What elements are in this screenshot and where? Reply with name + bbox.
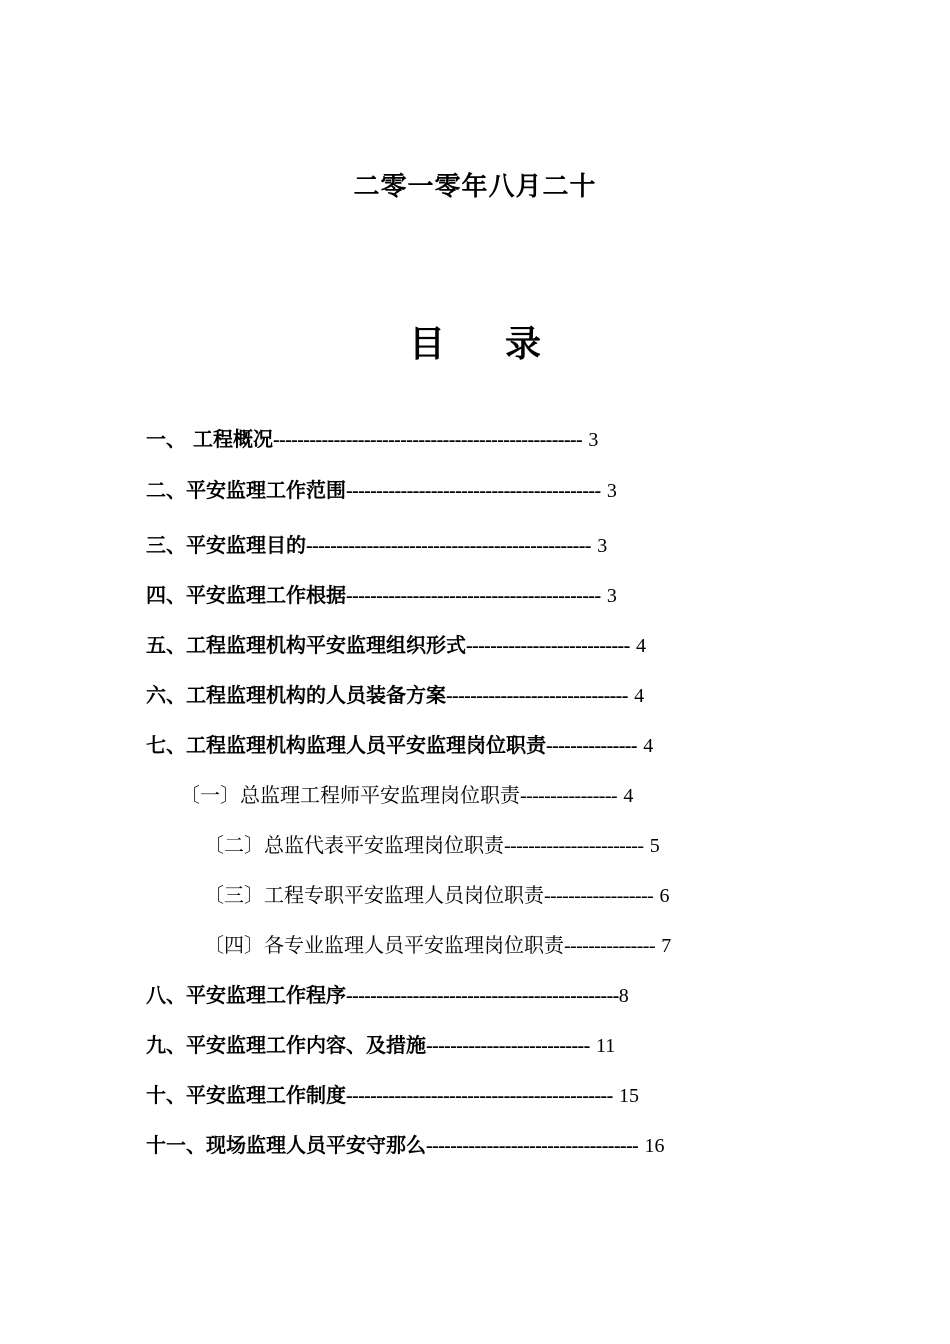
toc-entry-page: 3 — [606, 480, 617, 502]
toc-subentry[interactable] — [180, 783, 633, 808]
toc-entry[interactable] — [146, 983, 629, 1008]
toc-entry-label: 一、 工程概况 — [146, 427, 273, 451]
toc-entry-page: 3 — [588, 429, 599, 451]
toc-entry-page: 4 — [635, 635, 646, 657]
toc-entry-page: 6 — [659, 885, 670, 907]
toc-entry[interactable] — [146, 1133, 664, 1158]
toc-entry-page: 4 — [634, 685, 645, 707]
toc-subentry[interactable] — [204, 833, 660, 858]
toc-entry-page: 16 — [644, 1135, 665, 1157]
toc-entry-label: 十一、现场监理人员平安守那么 — [146, 1133, 426, 1157]
toc-entry-label: 三、平安监理目的 — [146, 533, 306, 557]
toc-entry-label: 七、工程监理机构监理人员平安监理岗位职责 — [146, 733, 546, 757]
toc-entry-leader: --------------------------------------------- — [346, 985, 619, 1007]
toc-title — [0, 316, 950, 367]
toc-entry-label: 四、平安监理工作根据 — [146, 583, 346, 607]
toc-entry-leader: ------------------------------------------ — [346, 585, 601, 607]
toc-entry-page: 15 — [619, 1085, 640, 1107]
toc-entry-leader: --------------------------- — [426, 1035, 590, 1057]
toc-entry-leader: --------------------------------------------------- — [272, 429, 583, 451]
toc-subentry[interactable] — [204, 883, 669, 908]
toc-entry[interactable] — [146, 1083, 639, 1108]
toc-entry-page: 4 — [623, 785, 634, 807]
toc-entry-page: 7 — [661, 935, 672, 957]
toc-entry[interactable] — [146, 533, 607, 558]
toc-entry-leader: ----------------------------------------------- — [306, 535, 591, 557]
toc-entry-leader: ---------------- — [520, 785, 617, 807]
toc-entry[interactable] — [146, 1033, 615, 1058]
toc-entry-label: 〔二〕总监代表平安监理岗位职责 — [204, 833, 504, 857]
toc-entry-label: 二、平安监理工作范围 — [146, 478, 346, 502]
cover-date: 二零一零年八月二十 — [353, 172, 597, 202]
toc-entry[interactable] — [146, 633, 646, 658]
toc-entry-page: 5 — [649, 835, 660, 857]
toc-entry-leader: --------------- — [564, 935, 655, 957]
toc-entry[interactable] — [146, 683, 644, 708]
toc-entry-page: 11 — [595, 1035, 616, 1057]
toc-entry-leader: ----------------------------------- — [426, 1135, 639, 1157]
toc-entry[interactable] — [146, 583, 617, 608]
toc-entry-leader: -------------------------------------------- — [346, 1085, 613, 1107]
toc-entry-leader: ----------------------- — [504, 835, 644, 857]
toc-title-right: 录 — [505, 323, 542, 365]
toc-entry[interactable] — [146, 478, 617, 503]
toc-entry-label: 〔一〕总监理工程师平安监理岗位职责 — [180, 783, 520, 807]
toc-entry-leader: ------------------------------ — [446, 685, 628, 707]
toc-title-left: 目 — [408, 323, 445, 365]
toc-subentry[interactable] — [204, 933, 671, 958]
toc-entry-label: 五、工程监理机构平安监理组织形式 — [146, 633, 466, 657]
toc-entry-label: 〔三〕工程专职平安监理人员岗位职责 — [204, 883, 544, 907]
toc-entry[interactable] — [146, 733, 653, 758]
toc-entry-label: 八、平安监理工作程序 — [146, 983, 346, 1007]
toc-entry-label: 〔四〕各专业监理人员平安监理岗位职责 — [204, 933, 564, 957]
toc-entry-page: 3 — [597, 535, 608, 557]
toc-entry-label: 十、平安监理工作制度 — [146, 1083, 346, 1107]
toc-entry-page: 8 — [618, 985, 629, 1007]
toc-entry-leader: ------------------ — [544, 885, 654, 907]
toc-entry-page: 4 — [643, 735, 654, 757]
toc-entry-leader: --------------------------- — [466, 635, 630, 657]
toc-entry-label: 六、工程监理机构的人员装备方案 — [146, 683, 446, 707]
toc-entry[interactable] — [146, 427, 598, 452]
toc-entry-leader: --------------- — [546, 735, 637, 757]
toc-entry-label: 九、平安监理工作内容、及措施 — [146, 1033, 426, 1057]
toc-entry-leader: ------------------------------------------ — [346, 480, 601, 502]
toc-entry-page: 3 — [606, 585, 617, 607]
